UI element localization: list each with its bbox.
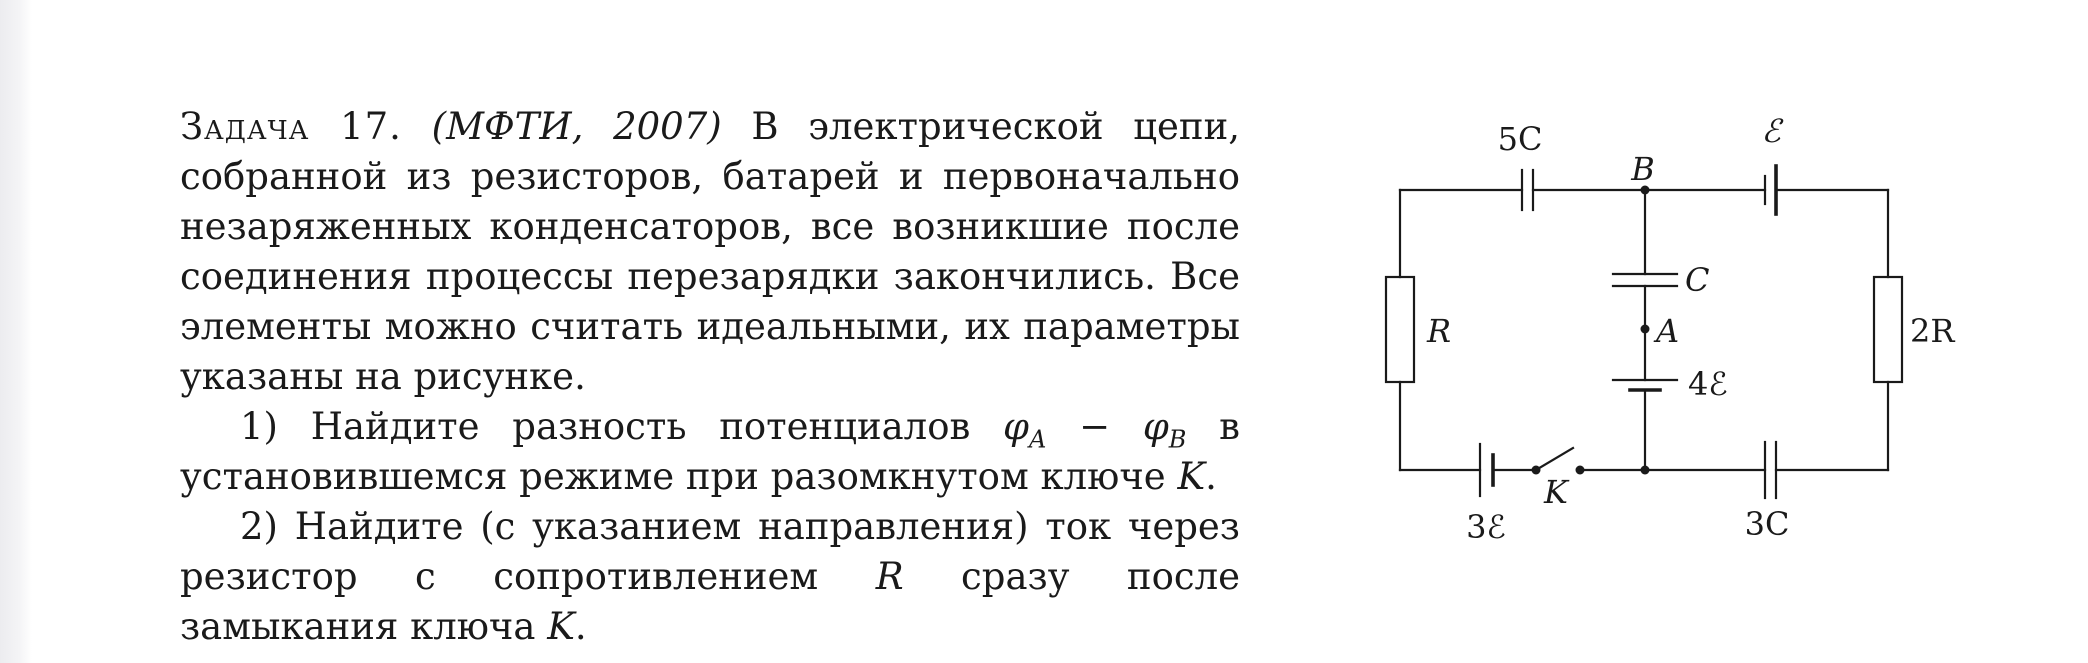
label-b: B: [1631, 150, 1655, 188]
label-2r: 2R: [1910, 312, 1955, 350]
viewer-left-edge: [0, 0, 32, 663]
problem-heading: Задача 17.: [180, 105, 402, 148]
label-3e: 3ℰ: [1466, 508, 1506, 546]
label-a: A: [1656, 312, 1680, 350]
question-1: 1) Найдите разность потенциалов $\varphi_A - \varphi_B$ в установившемся режиме при разомкнутом ключе K.: [180, 405, 1240, 498]
problem-text: [180, 102, 1240, 652]
label-3c: 3C: [1744, 505, 1790, 543]
question-2: 2) Найдите (с указанием направления) ток через резистор с сопротивлением R сразу после замыкания ключа K.: [180, 505, 1240, 648]
node-bottom-dot: [1641, 466, 1650, 475]
problem-source: (МФТИ, 2007): [431, 105, 722, 148]
node-a-dot: [1641, 325, 1650, 334]
label-k: K: [1544, 473, 1568, 511]
circuit-diagram: [1360, 100, 1980, 560]
label-r: R: [1427, 312, 1452, 350]
switch-k-contact: [1576, 466, 1585, 475]
resistor-r: [1386, 277, 1414, 382]
label-4e: 4ℰ: [1688, 365, 1728, 403]
label-e: ℰ: [1761, 112, 1781, 150]
switch-k-lever: [1536, 448, 1573, 470]
switch-k-pivot: [1532, 466, 1541, 475]
label-5c: 5C: [1497, 120, 1543, 158]
resistor-2r: [1874, 277, 1902, 382]
problem-body: В электрической цепи, собранной из резисторов, батарей и первоначально незаряженных конденсаторов, все возникшие после соединения процессы перезарядки закончились. Все элементы можно считать идеальными, их параметры указаны на рисунке.: [180, 105, 1240, 398]
label-c: C: [1685, 261, 1710, 299]
problem-statement: [180, 102, 1240, 402]
